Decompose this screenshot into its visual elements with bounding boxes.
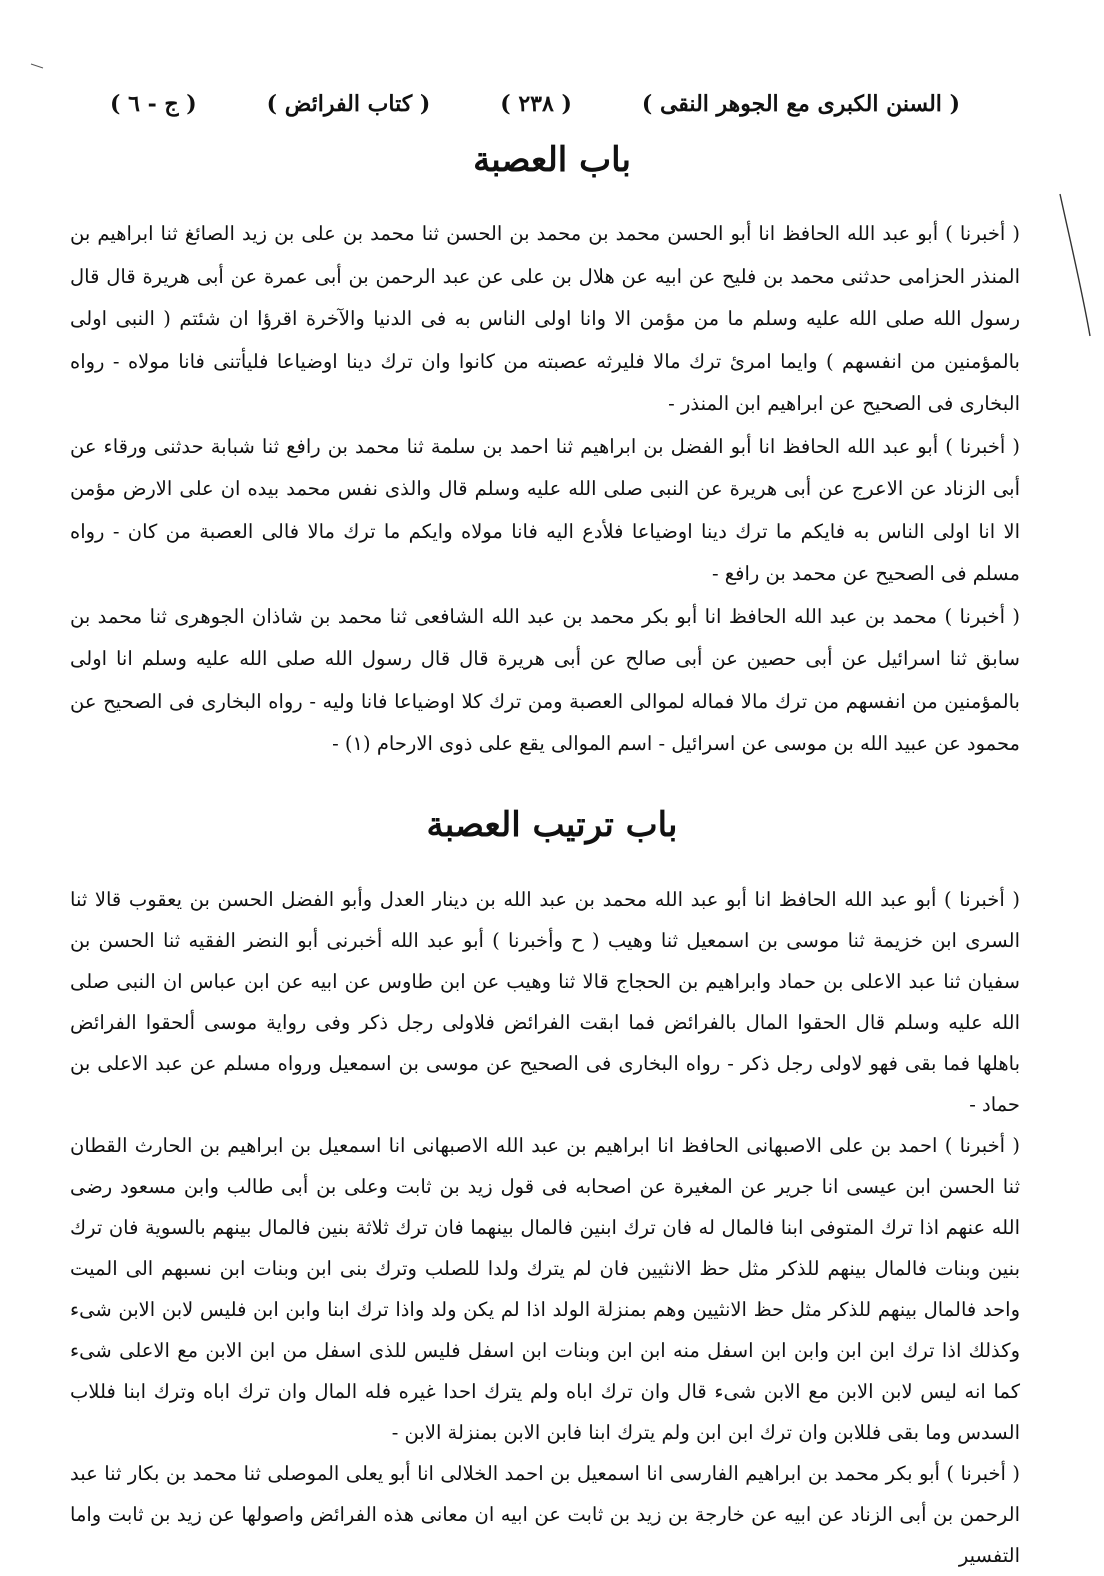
section-body-asaba xyxy=(70,213,1020,766)
section-title-asaba: باب العصبة xyxy=(473,140,631,180)
section-title-tartib-asaba: باب ترتيب العصبة xyxy=(426,805,678,845)
hadith-paragraph: ( أخبرنا ) أبو بكر محمد بن ابراهيم الفارسى انا اسمعيل بن احمد الخلالى انا أبو يعلى الموصلى ثنا محمد بن بكار ثنا عبد الرحمن بن أبى الزناد عن ابيه عن خارجة بن زيد بن ثابت عن ابيه ان معانى هذه الفرائض واصولها عن زيد بن ثابت واما التفسير xyxy=(70,1462,1020,1567)
section-body-tartib-asaba xyxy=(70,879,1020,1576)
hadith-paragraph: ( أخبرنا ) أبو عبد الله الحافظ انا أبو الفضل بن ابراهيم ثنا احمد بن سلمة ثنا محمد بن رافع ثنا شبابة حدثنى ورقاء عن أبى الزناد عن الاعرج عن أبى هريرة عن النبى صلى الله عليه وسلم قال والذى نفس محمد بيده ان على الارض مؤمن الا انا اولى الناس به فايكم ما ترك دينا اوضياعا فلأدع اليه فانا مولاه وايكم ما ترك مالا فالى العصبة من كان - رواه مسلم فى الصحيح عن محمد بن رافع - xyxy=(70,434,1020,585)
hadith-paragraph: ( أخبرنا ) أبو عبد الله الحافظ انا أبو عبد الله محمد بن عبد الله بن دينار العدل وأبو الفضل الحسن بن يعقوب قالا ثنا السرى ابن خزيمة ثنا موسى بن اسمعيل ثنا وهيب ( ح وأخبرنا ) أبو عبد الله أخبرنى أبو النضر الفقيه ثنا الحسن بن سفيان ثنا عبد الاعلى بن حماد وابراهيم بن الحجاج قالا ثنا وهيب عن ابن طاوس عن ابيه عن ابن عباس ان النبى صلى الله عليه وسلم قال الحقوا المال بالفرائض فما ابقت الفرائض فلاولى رجل ذكر وفى رواية موسى ألحقوا الفرائض باهلها فما بقى فهو لاولى رجل ذكر - رواه البخارى فى الصحيح عن موسى بن اسمعيل ورواه مسلم عن عبد الاعلى بن حماد - xyxy=(70,888,1021,1116)
scan-edge-line xyxy=(1054,190,1094,340)
chapter-title: ( كتاب الفرائض ) xyxy=(266,91,431,117)
running-header xyxy=(110,84,960,124)
scan-speck xyxy=(30,62,44,70)
hadith-paragraph: ( أخبرنا ) محمد بن عبد الله الحافظ انا أبو بكر محمد بن عبد الله الشافعى ثنا محمد بن شاذان الجوهرى ثنا محمد بن سابق ثنا اسرائيل عن أبى حصين عن أبى صالح عن أبى هريرة قال قال رسول الله صلى الله عليه وسلم انا اولى بالمؤمنين من انفسهم من ترك مالا فماله لموالى العصبة ومن ترك كلا اوضياعا فانا وليه - رواه البخارى فى الصحيح عن محمود عن عبيد الله بن موسى عن اسرائيل - اسم الموالى يقع على ذوى الارحام (١) - xyxy=(70,604,1020,755)
hadith-paragraph: ( أخبرنا ) أبو عبد الله الحافظ انا أبو الحسن محمد بن محمد بن الحسن ثنا محمد بن على بن زيد الصائغ ثنا ابراهيم بن المنذر الحزامى حدثنى محمد بن فليح عن ابيه عن هلال بن على عن عبد الرحمن بن أبى عمرة عن أبى هريرة قال قال رسول الله صلى الله عليه وسلم ما من مؤمن الا وانا اولى الناس به فى الدنيا والآخرة اقرؤا ان شئتم ( النبى اولى بالمؤمنين من انفسهم ) وايما امرئ ترك مالا فليرثه عصبته من كانوا وان ترك دينا اوضياعا فليأتنى فانا مولاه - رواه البخارى فى الصحيح عن ابراهيم ابن المنذر - xyxy=(70,222,1020,415)
volume-number: ( ج - ٦ ) xyxy=(110,91,197,117)
book-title: ( السنن الكبرى مع الجوهر النقى ) xyxy=(641,91,960,117)
page-number: ( ٢٣٨ ) xyxy=(500,91,572,117)
hadith-paragraph: ( أخبرنا ) احمد بن على الاصبهانى الحافظ انا ابراهيم بن عبد الله الاصبهانى انا اسمعيل بن ابراهيم بن الحارث القطان ثنا الحسن ابن عيسى انا جرير عن المغيرة عن اصحابه فى قول زيد بن ثابت وعلى بن أبى طالب وابن مسعود رضى الله عنهم اذا ترك المتوفى ابنا فالمال له فان ترك ابنين فالمال بينهما فان ترك ثلاثة بنين فالمال بينهم بالسوية فان ترك بنين وبنات فالمال بينهم للذكر مثل حظ الانثيين فان لم يترك ولدا للصلب وترك بنى ابن وبنات ابن نسبهم الى الميت واحد فالمال بينهم للذكر مثل حظ الانثيين وهم بمنزلة الولد اذا لم يكن ولد واذا ترك ابنا وابن ابن فليس لابن الابن شىء وكذلك اذا ترك ابن ابن وابن ابن اسفل منه ابن ابن وبنات ابن اسفل فليس للذى اسفل من ابن الابن مع الاعلى شىء كما انه ليس لابن الابن مع الابن شىء قال وان ترك اباه ولم يترك احدا غيره فله المال وان ترك اباه وترك ابنا فللاب السدس وما بقى فللابن وان ترك ابن ابن ولم يترك ابنا فابن الابن بمنزلة الابن - xyxy=(70,1134,1020,1444)
